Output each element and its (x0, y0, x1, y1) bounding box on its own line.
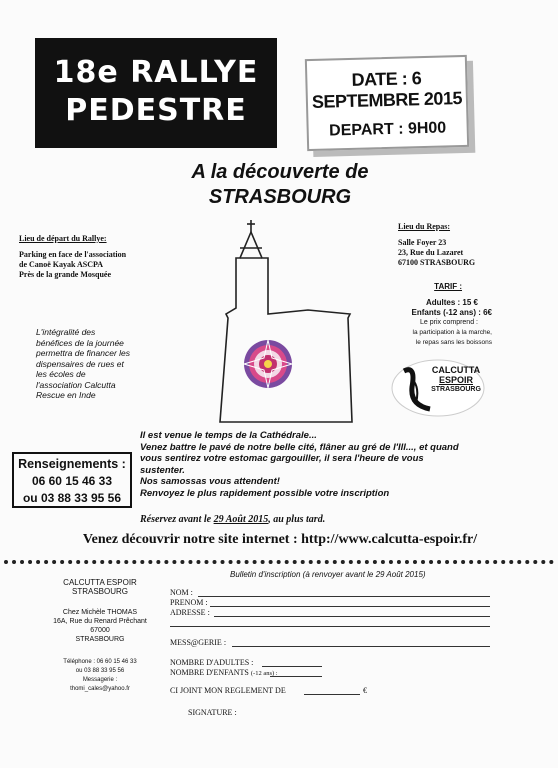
organisation-address (30, 578, 170, 694)
children-label (170, 668, 278, 677)
org-tel1: Téléphone : 06 60 15 46 33 (63, 659, 137, 665)
price-heading: TARIF : (434, 282, 462, 291)
reservation-after: , au plus tard. (268, 514, 326, 525)
invitation-p4: Renvoyez le plus rapidement possible votre inscription (140, 487, 390, 499)
price-includes-line1: la participation à la marche, (412, 329, 492, 336)
departure-place-line2: de Canoë Kayak ASCPA (19, 260, 104, 269)
departure-place-line3: Près de la grande Mosquée (19, 270, 111, 279)
payment-label: CI JOINT MON REGLEMENT DE (170, 686, 286, 695)
departure-place (19, 234, 179, 280)
meal-place (398, 222, 508, 268)
nom-label: NOM : (170, 588, 193, 597)
org-addr3: 67000 (90, 627, 110, 634)
logo-line3: STRASBOURG (431, 386, 481, 393)
adresse-field[interactable] (214, 616, 490, 617)
headline (140, 160, 420, 210)
org-addr4: STRASBOURG (75, 636, 125, 643)
price-block (372, 282, 492, 348)
meal-place-line3: 67100 STRASBOURG (398, 258, 476, 267)
price-includes-label: Le prix comprend : (420, 319, 478, 326)
departure-place-heading: Lieu de départ du Rallye: (19, 234, 107, 243)
rose-window-icon (244, 340, 292, 388)
org-name2: STRASBOURG (71, 587, 128, 596)
children-field[interactable] (270, 676, 322, 677)
logo-line2: ESPOIR (438, 375, 473, 385)
event-date: DATE : 6 SEPTEMBRE 2015 (311, 68, 463, 112)
email-field[interactable] (232, 646, 490, 647)
email-label: MESS@GERIE : (170, 638, 227, 647)
children-label-main: NOMBRE D'ENFANTS (170, 668, 249, 677)
adresse-label: ADRESSE : (170, 608, 210, 617)
contact-phone2: ou 03 88 33 95 56 (22, 491, 122, 505)
benefits-text: L'intégralité des bénéfices de la journée permettra de financer les dispensaires de rues et les écoles de l'association Calcutta Rescue en Inde (36, 327, 131, 400)
event-title-box (35, 38, 277, 148)
meal-place-line1: Salle Foyer 23 (398, 238, 447, 247)
contact-heading: Renseignements : (18, 457, 126, 471)
payment-field[interactable] (304, 694, 360, 695)
event-title-line1: 18e RALLYE (53, 55, 259, 90)
date-box (305, 55, 469, 151)
nom-field[interactable] (198, 596, 490, 597)
invitation-p1: Il est venue le temps de la Cathédrale... (140, 430, 317, 441)
reservation-date: 29 Août 2015 (213, 514, 269, 525)
org-mail-label: Messagerie : (82, 677, 118, 683)
meal-place-heading: Lieu du Repas: (398, 222, 451, 231)
reservation-deadline (140, 514, 440, 525)
price-children: Enfants (-12 ans) : 6€ (411, 308, 492, 317)
reservation-before: Réservez avant le (140, 514, 214, 525)
logo-line1: CALCUTTA (431, 365, 481, 375)
prenom-label: PRENOM : (170, 598, 208, 607)
website-text: Venez découvrir notre site internet : http://www.calcutta-espoir.fr/ (82, 532, 478, 547)
meal-place-line2: 23, Rue du Lazaret (398, 248, 464, 257)
cut-line-divider (4, 560, 554, 564)
invitation-p3: Nos samossas vous attendent! (140, 476, 280, 487)
contact-box (12, 452, 132, 508)
signature-label: SIGNATURE : (188, 708, 237, 717)
euro-sign: € (363, 686, 367, 695)
prenom-field[interactable] (210, 606, 490, 607)
price-adults: Adultes : 15 € (425, 298, 478, 307)
departure-time: DEPART : 9H00 (328, 119, 447, 140)
contact-phone1: 06 60 15 46 33 (31, 474, 113, 488)
headline-line2: STRASBOURG (208, 186, 352, 208)
cathedral-drawing (216, 218, 366, 428)
adresse-field-2[interactable] (170, 626, 490, 627)
children-label-age: (-12 ans) : (250, 670, 278, 677)
org-tel2: ou 03 88 33 95 56 (75, 668, 125, 674)
adults-label: NOMBRE D'ADULTES : (170, 658, 254, 667)
invitation-p2: Venez battre le pavé de notre belle cité, flâner au gré de l'Ill..., et quand vous sentirez votre estomac gargouiller, il sera l'heure de vous sustenter. (140, 441, 459, 476)
invitation-text (140, 430, 460, 499)
event-title-line2: PEDESTRE (65, 93, 247, 128)
org-name1: CALCUTTA ESPOIR (63, 578, 137, 587)
form-title: Bulletin d'inscription (à renvoyer avant le 29 Août 2015) (230, 570, 426, 579)
departure-place-line1: Parking en face de l'association (19, 250, 127, 259)
price-includes-line2: le repas sans les boissons (415, 339, 492, 346)
org-addr2: 16A, Rue du Renard Prêchant (53, 618, 147, 625)
adults-field[interactable] (262, 666, 322, 667)
org-addr1: Chez Michèle THOMAS (62, 609, 138, 616)
calcutta-espoir-logo (390, 357, 490, 419)
headline-line1: A la découverte de (191, 161, 369, 183)
org-mail: thomi_cales@yahoo.fr (70, 686, 130, 692)
